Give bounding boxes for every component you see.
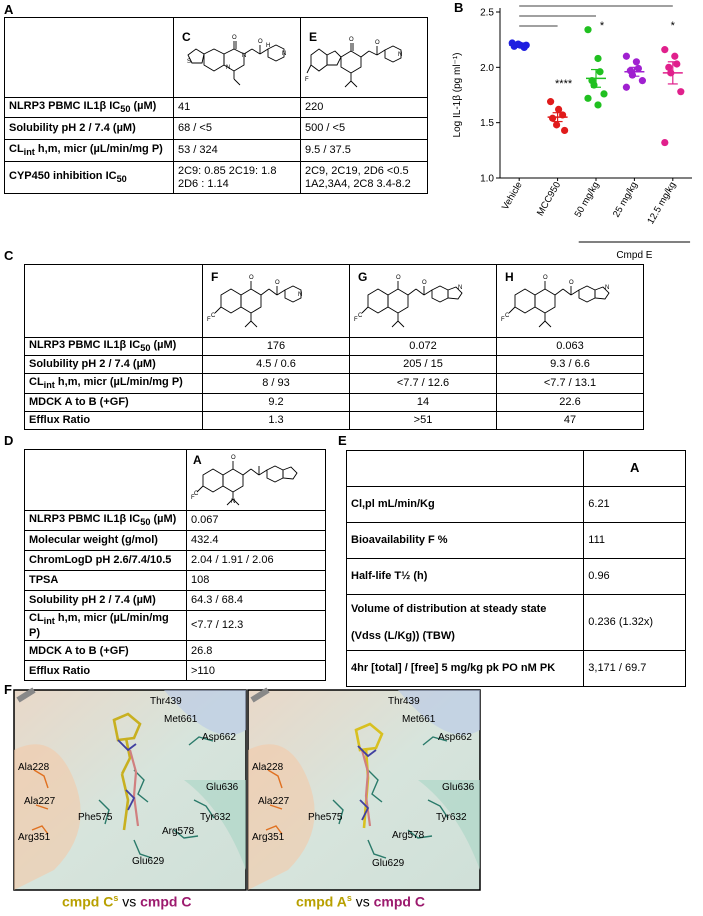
svg-text:F: F — [501, 317, 505, 323]
residue-label: Arg578 — [162, 826, 195, 837]
table-c-row-label: NLRP3 PBMC IL1β $IC_{50}$ (µM) — [25, 338, 203, 356]
data-point — [661, 46, 668, 53]
structure-g-cell — [350, 265, 497, 338]
residue-label: Glu636 — [206, 782, 239, 793]
table-a-cell: 68 / <5 — [174, 118, 301, 140]
table-c-cell: 14 — [350, 394, 497, 412]
structure-a — [191, 451, 321, 509]
data-point — [639, 77, 646, 84]
docking-image-right — [248, 690, 480, 890]
data-point — [633, 58, 640, 65]
y-tick-label: 2.5 — [480, 7, 494, 19]
residue-label: Met661 — [402, 714, 436, 725]
residue-label: Ala228 — [18, 762, 50, 773]
svg-text:N: N — [231, 499, 236, 505]
residue-label: Arg578 — [392, 830, 425, 841]
data-point — [515, 40, 522, 47]
svg-text:O: O — [375, 39, 380, 46]
structure-a-cell — [187, 450, 326, 511]
structure-a-label: A — [193, 453, 202, 467]
table-c-row-label: $CL_{int}$ h,m, micr (µL/min/mg P) — [25, 374, 203, 394]
table-c-cell: 176 — [203, 338, 350, 356]
residue-label: Met661 — [164, 714, 198, 725]
data-point — [594, 101, 601, 108]
table-e-corner — [347, 451, 584, 487]
svg-text:F: F — [305, 76, 309, 83]
data-point — [549, 115, 556, 122]
table-a-cell: 41 — [174, 98, 301, 118]
table-d-row-label: Molecular weight (g/mol) — [25, 531, 187, 551]
table-c — [24, 264, 644, 430]
svg-text:O: O — [249, 275, 254, 281]
svg-text:C: C — [211, 313, 216, 319]
panel-label-b: B — [454, 0, 464, 15]
table-d-row-label: Efflux Ratio — [25, 661, 187, 681]
table-a — [4, 17, 428, 194]
data-point — [584, 26, 591, 33]
svg-text:N: N — [298, 292, 303, 298]
structure-g — [354, 267, 492, 335]
svg-text:N: N — [398, 51, 403, 58]
residue-label: Ala227 — [258, 796, 290, 807]
svg-text:O: O — [569, 280, 574, 286]
table-d-cell: 0.067 — [187, 511, 326, 531]
table-c-cell: 205 / 15 — [350, 356, 497, 374]
structure-h-label: H — [505, 270, 514, 284]
svg-text:N: N — [242, 52, 247, 59]
svg-text:O: O — [396, 275, 401, 281]
table-d-row-label: MDCK A to B (+GF) — [25, 641, 187, 661]
residue-label: Thr439 — [150, 696, 182, 707]
data-point — [561, 127, 568, 134]
table-d-row-label: TPSA — [25, 571, 187, 591]
data-point — [600, 90, 607, 97]
svg-text:O: O — [232, 34, 237, 41]
table-c-cell: 8 / 93 — [203, 374, 350, 394]
residue-label: Asp662 — [438, 732, 472, 743]
svg-text:F: F — [191, 495, 195, 501]
table-a-row-label: $CL_{int}$ h,m, micr (µL/min/mg P) — [5, 140, 174, 162]
significance-marker: * — [670, 20, 675, 32]
table-a-cell: 220 — [301, 98, 428, 118]
table-e-cell: 0.96 — [584, 559, 686, 595]
table-d-row-label: NLRP3 PBMC IL1β $IC_{50}$ (µM) — [25, 511, 187, 531]
table-d-cell: 64.3 / 68.4 — [187, 591, 326, 611]
x-tick-label: Vehicle — [499, 180, 525, 213]
data-point — [677, 88, 684, 95]
table-a-cell: 2C9, 2C19, 2D6 <0.5 1A2,3A4, 2C8 3.4-8.2 — [301, 162, 428, 194]
svg-text:C: C — [358, 313, 363, 319]
y-tick-label: 1.5 — [480, 118, 494, 130]
table-e-row-label: Bioavailability F % — [347, 523, 584, 559]
structure-f-label: F — [211, 270, 219, 284]
panel-label-f: F — [4, 682, 12, 697]
data-point — [547, 98, 554, 105]
residue-label: Phe575 — [78, 812, 113, 823]
chart-b — [440, 0, 702, 261]
table-a-cell: 53 / 324 — [174, 140, 301, 162]
structure-e-cell — [301, 18, 428, 98]
svg-text:O: O — [543, 275, 548, 281]
table-a-corner — [5, 18, 174, 98]
table-d-cell: 432.4 — [187, 531, 326, 551]
svg-text:O: O — [349, 36, 354, 43]
table-a-cell: 9.5 / 37.5 — [301, 140, 428, 162]
table-c-corner — [25, 265, 203, 338]
panel-label-e: E — [338, 433, 347, 448]
caption-right: cmpd $A^s$ vs cmpd C — [296, 893, 425, 910]
data-point — [623, 53, 630, 60]
y-tick-label: 1.0 — [480, 173, 494, 185]
table-d — [24, 449, 326, 681]
table-e — [346, 450, 686, 687]
svg-text:F: F — [354, 317, 358, 323]
svg-text:O: O — [231, 455, 236, 461]
docking-image-left — [14, 690, 246, 890]
table-c-cell: 47 — [497, 412, 644, 430]
x-tick-label: MCC950 — [534, 180, 564, 218]
svg-text:N: N — [282, 50, 287, 57]
panel-label-c: C — [4, 248, 14, 263]
chart-y-label: Log IL-1β (pg ml⁻¹) — [452, 52, 463, 138]
residue-label: Glu636 — [442, 782, 475, 793]
table-c-cell: 1.3 — [203, 412, 350, 430]
structure-f — [207, 267, 345, 335]
svg-text:H: H — [266, 42, 271, 49]
table-d-cell: 2.04 / 1.91 / 2.06 — [187, 551, 326, 571]
structure-e-label: E — [309, 29, 318, 44]
table-d-row-label: ChromLogD pH 2.6/7.4/10.5 — [25, 551, 187, 571]
data-point — [553, 121, 560, 128]
significance-marker: * — [599, 20, 605, 32]
svg-text:N: N — [458, 285, 463, 291]
table-e-header: A — [584, 451, 686, 487]
table-c-row-label: Efflux Ratio — [25, 412, 203, 430]
data-point — [594, 55, 601, 62]
table-e-cell: 111 — [584, 523, 686, 559]
structure-g-label: G — [358, 270, 368, 284]
table-c-cell: >51 — [350, 412, 497, 430]
table-a-row-label: NLRP3 PBMC IL1β $IC_{50}$ (µM) — [5, 98, 174, 118]
residue-label: Thr439 — [388, 696, 420, 707]
svg-text:N: N — [605, 285, 610, 291]
structure-e — [305, 21, 423, 95]
y-tick-label: 2.0 — [480, 62, 494, 74]
group-label: Cmpd E — [616, 250, 653, 261]
table-d-cell: >110 — [187, 661, 326, 681]
table-e-cell: 0.236 (1.32x) — [584, 595, 686, 651]
structure-h-cell — [497, 265, 644, 338]
table-c-cell: <7.7 / 12.6 — [350, 374, 497, 394]
residue-label: Ala227 — [24, 796, 56, 807]
caption-left: cmpd $C^s$ vs cmpd C — [62, 893, 192, 910]
table-e-row-label: Cl,pl mL/min/Kg — [347, 487, 584, 523]
table-c-cell: 22.6 — [497, 394, 644, 412]
svg-text:F: F — [207, 317, 211, 323]
data-point — [661, 139, 668, 146]
data-point — [635, 65, 642, 72]
residue-label: Glu629 — [132, 856, 165, 867]
table-c-row-label: Solubility pH 2 / 7.4 (µM) — [25, 356, 203, 374]
svg-text:S: S — [187, 58, 192, 65]
residue-label: Arg351 — [252, 832, 285, 843]
table-c-cell: 9.2 — [203, 394, 350, 412]
table-d-cell: <7.7 / 12.3 — [187, 611, 326, 641]
data-point — [623, 84, 630, 91]
residue-label: Asp662 — [202, 732, 236, 743]
residue-label: Arg351 — [18, 832, 51, 843]
table-c-cell: 0.072 — [350, 338, 497, 356]
table-c-row-label: MDCK A to B (+GF) — [25, 394, 203, 412]
table-a-cell: 500 / <5 — [301, 118, 428, 140]
significance-marker: **** — [555, 77, 573, 90]
x-tick-label: 50 mg/kg — [572, 180, 602, 220]
residue-label: Tyr632 — [200, 812, 231, 823]
data-point — [671, 53, 678, 60]
table-e-cell: 6.21 — [584, 487, 686, 523]
table-a-row-label: Solubility pH 2 / 7.4 (µM) — [5, 118, 174, 140]
structure-c-cell — [174, 18, 301, 98]
table-a-row-label: CYP450 inhibition $IC_{50}$ — [5, 162, 174, 194]
residue-label: Ala228 — [252, 762, 284, 773]
table-e-row-label: Volume of distribution at steady state (Vdss (L/Kg)) (TBW) — [347, 595, 584, 651]
table-e-row-label: 4hr [total] / [free] 5 mg/kg pk PO nM PK — [347, 651, 584, 687]
x-tick-label: 25 mg/kg — [610, 180, 640, 220]
table-e-row-label: Half-life T½ (h) — [347, 559, 584, 595]
table-d-row-label: Solubility pH 2 / 7.4 (µM) — [25, 591, 187, 611]
svg-text:O: O — [275, 280, 280, 286]
svg-text:C: C — [194, 491, 199, 497]
x-tick-label: 12.5 mg/kg — [645, 179, 679, 227]
table-d-corner — [25, 450, 187, 511]
table-c-cell: 0.063 — [497, 338, 644, 356]
structure-c — [178, 21, 296, 95]
svg-text:C: C — [505, 313, 510, 319]
structure-c-label: C — [182, 29, 191, 44]
panel-label-a: A — [4, 2, 14, 17]
panel-label-d: D — [4, 433, 14, 448]
table-d-cell: 26.8 — [187, 641, 326, 661]
table-c-cell: <7.7 / 13.1 — [497, 374, 644, 394]
table-c-cell: 4.5 / 0.6 — [203, 356, 350, 374]
residue-label: Phe575 — [308, 812, 343, 823]
structure-h — [501, 267, 639, 335]
data-point — [584, 95, 591, 102]
table-a-cell: 2C9: 0.85 2C19: 1.8 2D6 : 1.14 — [174, 162, 301, 194]
residue-label: Tyr632 — [436, 812, 467, 823]
table-d-row-label: $CL_{int}$ h,m, micr (µL/min/mg P) — [25, 611, 187, 641]
svg-text:O: O — [258, 38, 263, 45]
svg-text:O: O — [422, 280, 427, 286]
table-e-cell: 3,171 / 69.7 — [584, 651, 686, 687]
residue-label: Glu629 — [372, 858, 405, 869]
svg-text:N: N — [226, 64, 231, 71]
table-c-cell: 9.3 / 6.6 — [497, 356, 644, 374]
structure-f-cell — [203, 265, 350, 338]
table-d-cell: 108 — [187, 571, 326, 591]
